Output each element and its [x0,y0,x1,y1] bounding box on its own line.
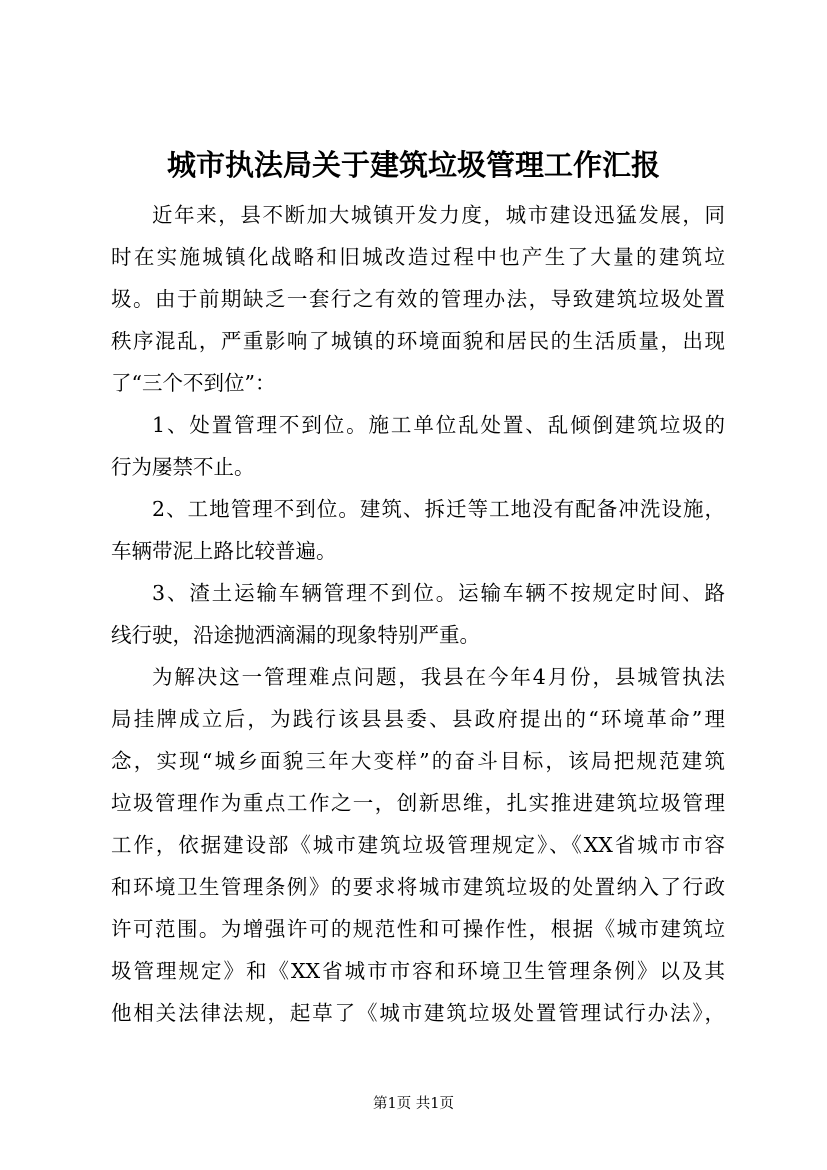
document-title: 城市执法局关于建筑垃圾管理工作汇报 [166,148,660,182]
paragraph-line: 秩序混乱，严重影响了城镇的环境面貌和居民的生活质量，出现 [111,329,725,353]
list-item-line: 2、工地管理不到位。建筑、拆迁等工地没有配备冲洗设施， [152,497,725,521]
paragraph-line: 为解决这一管理难点问题，我县在今年4月份，县城管执法 [152,665,725,689]
paragraph-line: 近年来，县不断加大城镇开发力度，城市建设迅猛发展，同 [152,203,725,227]
paragraph-line: 他相关法律法规，起草了《城市建筑垃圾处置管理试行办法》， [111,1001,725,1025]
paragraph-line: 时在实施城镇化战略和旧城改造过程中也产生了大量的建筑垃 [111,245,725,269]
paragraph-line: 和环境卫生管理条例》的要求将城市建筑垃圾的处置纳入了行政 [111,875,725,899]
paragraph-line: 了“三个不到位”： [111,371,276,395]
paragraph-line: 许可范围。为增强许可的规范性和可操作性，根据《城市建筑垃 [111,917,725,941]
paragraph-line: 念，实现“城乡面貌三年大变样”的奋斗目标，该局把规范建筑 [111,749,725,773]
paragraph-line: 圾管理规定》和《XX省城市市容和环境卫生管理条例》以及其 [111,959,725,983]
page-footer: 第1页 共1页 [372,1096,455,1112]
list-item-line: 车辆带泥上路比较普遍。 [111,539,337,563]
list-item-line: 1、处置管理不到位。施工单位乱处置、乱倾倒建筑垃圾的 [152,413,725,437]
paragraph-line: 垃圾管理作为重点工作之一，创新思维，扎实推进建筑垃圾管理 [111,791,725,815]
paragraph-line: 局挂牌成立后，为践行该县县委、县政府提出的“环境革命”理 [111,707,725,731]
list-item-line: 行为屡禁不止。 [111,455,255,479]
document-body [111,194,725,1034]
paragraph-line: 工作，依据建设部《城市建筑垃圾管理规定》、《XX省城市市容 [111,833,725,857]
paragraph-line: 圾。由于前期缺乏一套行之有效的管理办法，导致建筑垃圾处置 [111,287,725,311]
list-item-line: 3、渣土运输车辆管理不到位。运输车辆不按规定时间、路 [152,581,725,605]
list-item-line: 线行驶，沿途抛洒滴漏的现象特别严重。 [111,623,480,647]
